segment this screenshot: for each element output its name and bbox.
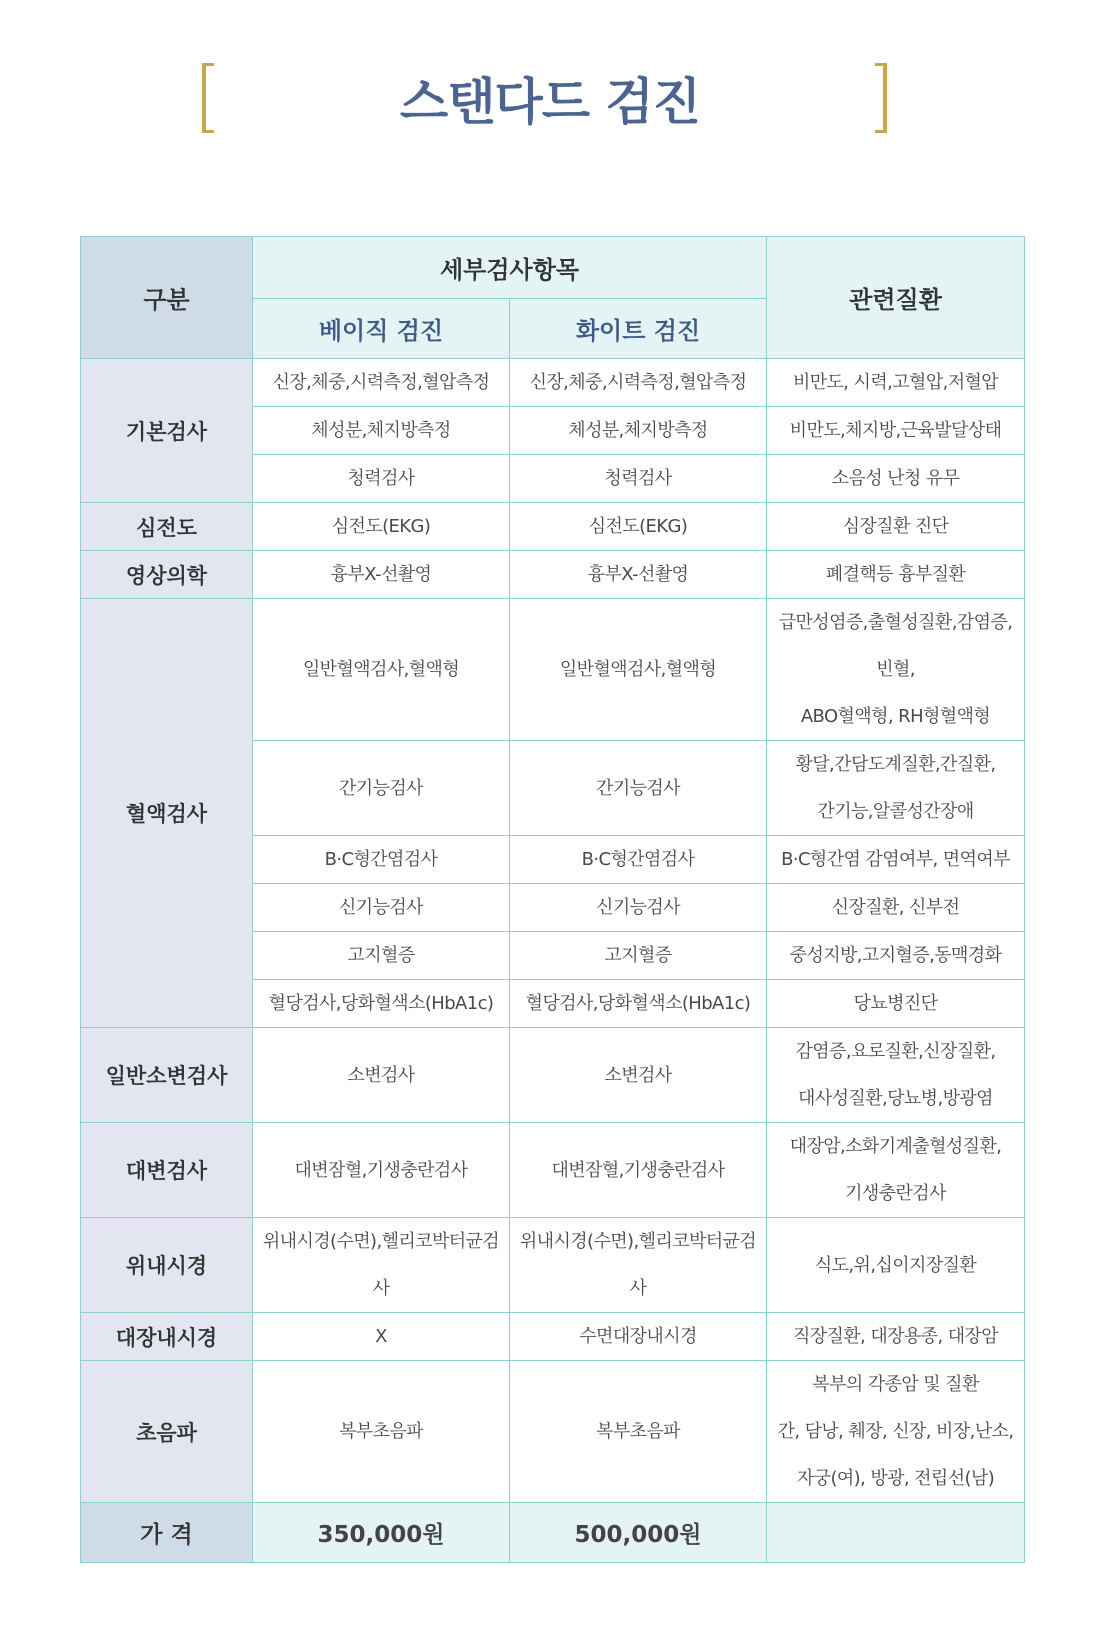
basic-cell: 신장,체중,시력측정,혈압측정 <box>253 359 510 407</box>
header-disease: 관련질환 <box>767 237 1025 359</box>
basic-cell: 흉부X-선촬영 <box>253 551 510 599</box>
price-white: 500,000원 <box>510 1503 767 1563</box>
price-row <box>81 1503 1025 1563</box>
white-cell: 고지혈증 <box>510 932 767 980</box>
disease-line: 황달,간담도계질환,간질환, <box>795 754 996 775</box>
disease-cell: 비만도, 시력,고혈압,저혈압 <box>767 359 1025 407</box>
white-cell: 신장,체중,시력측정,혈압측정 <box>510 359 767 407</box>
category-cell: 위내시경 <box>81 1218 253 1313</box>
basic-cell: 복부초음파 <box>253 1361 510 1503</box>
header-category: 구분 <box>81 237 253 359</box>
basic-cell: 소변검사 <box>253 1028 510 1123</box>
white-cell: 대변잠혈,기생충란검사 <box>510 1123 767 1218</box>
white-cell: 흉부X-선촬영 <box>510 551 767 599</box>
category-cell: 기본검사 <box>81 359 253 503</box>
disease-line: 감염증,요로질환,신장질환, <box>795 1041 996 1062</box>
basic-cell: 고지혈증 <box>253 932 510 980</box>
category-cell: 초음파 <box>81 1361 253 1503</box>
disease-cell <box>767 1123 1025 1218</box>
page-title: 스탠다드 검진 <box>399 73 701 131</box>
disease-cell: 신장질환, 신부전 <box>767 884 1025 932</box>
disease-cell: 소음성 난청 유무 <box>767 455 1025 503</box>
white-cell: 일반혈액검사,혈액형 <box>510 599 767 741</box>
table-row <box>81 1028 1025 1123</box>
white-cell: 청력검사 <box>510 455 767 503</box>
disease-line: 간기능,알콜성간장애 <box>817 801 974 822</box>
header-row-top <box>81 237 1025 299</box>
table-row <box>81 503 1025 551</box>
white-cell: 복부초음파 <box>510 1361 767 1503</box>
white-cell: 신기능검사 <box>510 884 767 932</box>
disease-cell <box>767 741 1025 836</box>
white-cell: 간기능검사 <box>510 741 767 836</box>
disease-cell: B·C형간염 감염여부, 면역여부 <box>767 836 1025 884</box>
basic-cell: 심전도(EKG) <box>253 503 510 551</box>
disease-line: 자궁(여), 방광, 전립선(남) <box>796 1468 995 1489</box>
disease-cell: 심장질환 진단 <box>767 503 1025 551</box>
exam-price-table <box>80 236 1025 1563</box>
header-white: 화이트 검진 <box>510 299 767 359</box>
disease-cell: 비만도,체지방,근육발달상태 <box>767 407 1025 455</box>
category-cell: 대변검사 <box>81 1123 253 1218</box>
basic-cell: 일반혈액검사,혈액형 <box>253 599 510 741</box>
disease-cell <box>767 1028 1025 1123</box>
basic-cell: 혈당검사,당화혈색소(HbA1c) <box>253 980 510 1028</box>
disease-cell <box>767 599 1025 741</box>
white-cell: B·C형간염검사 <box>510 836 767 884</box>
white-cell: 체성분,체지방측정 <box>510 407 767 455</box>
disease-line: 대사성질환,당뇨병,방광염 <box>798 1088 993 1109</box>
category-cell: 일반소변검사 <box>81 1028 253 1123</box>
table-row <box>81 551 1025 599</box>
right-bracket-decoration <box>875 63 887 133</box>
white-cell: 위내시경(수면),헬리코박터균검사 <box>510 1218 767 1313</box>
basic-cell: 위내시경(수면),헬리코박터균검사 <box>253 1218 510 1313</box>
basic-cell: 대변잠혈,기생충란검사 <box>253 1123 510 1218</box>
disease-line: 기생충란검사 <box>845 1183 946 1204</box>
disease-cell: 폐결핵등 흉부질환 <box>767 551 1025 599</box>
white-cell: 심전도(EKG) <box>510 503 767 551</box>
disease-cell: 중성지방,고지혈증,동맥경화 <box>767 932 1025 980</box>
white-cell: 소변검사 <box>510 1028 767 1123</box>
table-row <box>81 599 1025 741</box>
category-cell: 심전도 <box>81 503 253 551</box>
disease-cell: 당뇨병진단 <box>767 980 1025 1028</box>
price-basic: 350,000원 <box>253 1503 510 1563</box>
basic-cell: 청력검사 <box>253 455 510 503</box>
disease-line: 급만성염증,출혈성질환,감염증,빈혈, <box>778 612 1013 680</box>
header-detail-group: 세부검사항목 <box>253 237 767 299</box>
white-cell: 혈당검사,당화혈색소(HbA1c) <box>510 980 767 1028</box>
table-row <box>81 1313 1025 1361</box>
basic-cell: X <box>253 1313 510 1361</box>
table-row <box>81 359 1025 407</box>
category-cell: 대장내시경 <box>81 1313 253 1361</box>
table-row <box>81 1361 1025 1503</box>
disease-line: ABO혈액형, RH형혈액형 <box>800 706 991 727</box>
header-basic: 베이직 검진 <box>253 299 510 359</box>
disease-line: 대장암,소화기계출혈성질환, <box>789 1136 1002 1157</box>
disease-cell <box>767 1361 1025 1503</box>
disease-line: 복부의 각종암 및 질환 <box>812 1374 979 1395</box>
basic-cell: B·C형간염검사 <box>253 836 510 884</box>
price-disease-empty <box>767 1503 1025 1563</box>
price-label: 가 격 <box>81 1503 253 1563</box>
category-cell: 혈액검사 <box>81 599 253 1028</box>
basic-cell: 체성분,체지방측정 <box>253 407 510 455</box>
disease-line: 간, 담낭, 췌장, 신장, 비장,난소, <box>777 1421 1014 1442</box>
basic-cell: 간기능검사 <box>253 741 510 836</box>
white-cell: 수면대장내시경 <box>510 1313 767 1361</box>
table-row <box>81 1218 1025 1313</box>
category-cell: 영상의학 <box>81 551 253 599</box>
disease-cell: 식도,위,십이지장질환 <box>767 1218 1025 1313</box>
basic-cell: 신기능검사 <box>253 884 510 932</box>
table-row <box>81 1123 1025 1218</box>
disease-cell: 직장질환, 대장용종, 대장암 <box>767 1313 1025 1361</box>
